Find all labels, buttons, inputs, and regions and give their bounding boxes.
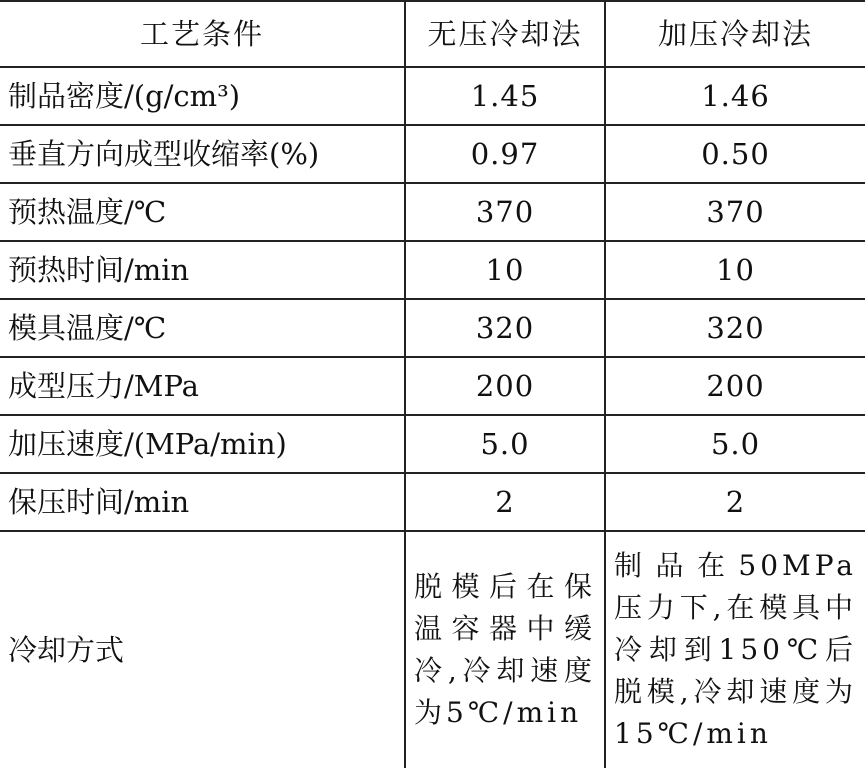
row-label-hold-time: 保压时间/min bbox=[0, 473, 405, 531]
cell-mold-temp-no-pressure: 320 bbox=[405, 299, 605, 357]
cell-hold-time-pressure: 2 bbox=[605, 473, 865, 531]
cell-pressurize-rate-no-pressure: 5.0 bbox=[405, 415, 605, 473]
table-row bbox=[0, 125, 865, 183]
table-header-row bbox=[0, 1, 865, 67]
cell-preheat-time-pressure: 10 bbox=[605, 241, 865, 299]
row-label-molding-pressure: 成型压力/MPa bbox=[0, 357, 405, 415]
cell-preheat-temp-pressure: 370 bbox=[605, 183, 865, 241]
header-process-condition: 工艺条件 bbox=[0, 1, 405, 67]
cell-density-no-pressure: 1.45 bbox=[405, 67, 605, 125]
row-label-density: 制品密度/(g/cm³) bbox=[0, 67, 405, 125]
cell-cooling-pressure: 制品在50MPa压力下,在模具中冷却到150℃后脱模,冷却速度为15℃/min bbox=[605, 531, 865, 768]
table-row bbox=[0, 415, 865, 473]
table-row bbox=[0, 67, 865, 125]
table-row bbox=[0, 183, 865, 241]
cell-molding-pressure-pressure: 200 bbox=[605, 357, 865, 415]
cell-shrinkage-no-pressure: 0.97 bbox=[405, 125, 605, 183]
cell-preheat-temp-no-pressure: 370 bbox=[405, 183, 605, 241]
table-row bbox=[0, 299, 865, 357]
table-row bbox=[0, 357, 865, 415]
row-label-preheat-temp: 预热温度/℃ bbox=[0, 183, 405, 241]
cell-pressurize-rate-pressure: 5.0 bbox=[605, 415, 865, 473]
row-label-pressurize-rate: 加压速度/(MPa/min) bbox=[0, 415, 405, 473]
table-row bbox=[0, 241, 865, 299]
row-label-mold-temp: 模具温度/℃ bbox=[0, 299, 405, 357]
table-row bbox=[0, 473, 865, 531]
row-label-shrinkage: 垂直方向成型收缩率(%) bbox=[0, 125, 405, 183]
cell-cooling-no-pressure: 脱模后在保温容器中缓冷,冷却速度为5℃/min bbox=[405, 531, 605, 768]
row-label-preheat-time: 预热时间/min bbox=[0, 241, 405, 299]
row-label-cooling-method: 冷却方式 bbox=[0, 531, 405, 768]
header-pressure-cooling: 加压冷却法 bbox=[605, 1, 865, 67]
cell-mold-temp-pressure: 320 bbox=[605, 299, 865, 357]
cell-shrinkage-pressure: 0.50 bbox=[605, 125, 865, 183]
header-no-pressure-cooling: 无压冷却法 bbox=[405, 1, 605, 67]
cell-density-pressure: 1.46 bbox=[605, 67, 865, 125]
cell-hold-time-no-pressure: 2 bbox=[405, 473, 605, 531]
cell-preheat-time-no-pressure: 10 bbox=[405, 241, 605, 299]
table-row-cooling bbox=[0, 531, 865, 768]
cell-molding-pressure-no-pressure: 200 bbox=[405, 357, 605, 415]
